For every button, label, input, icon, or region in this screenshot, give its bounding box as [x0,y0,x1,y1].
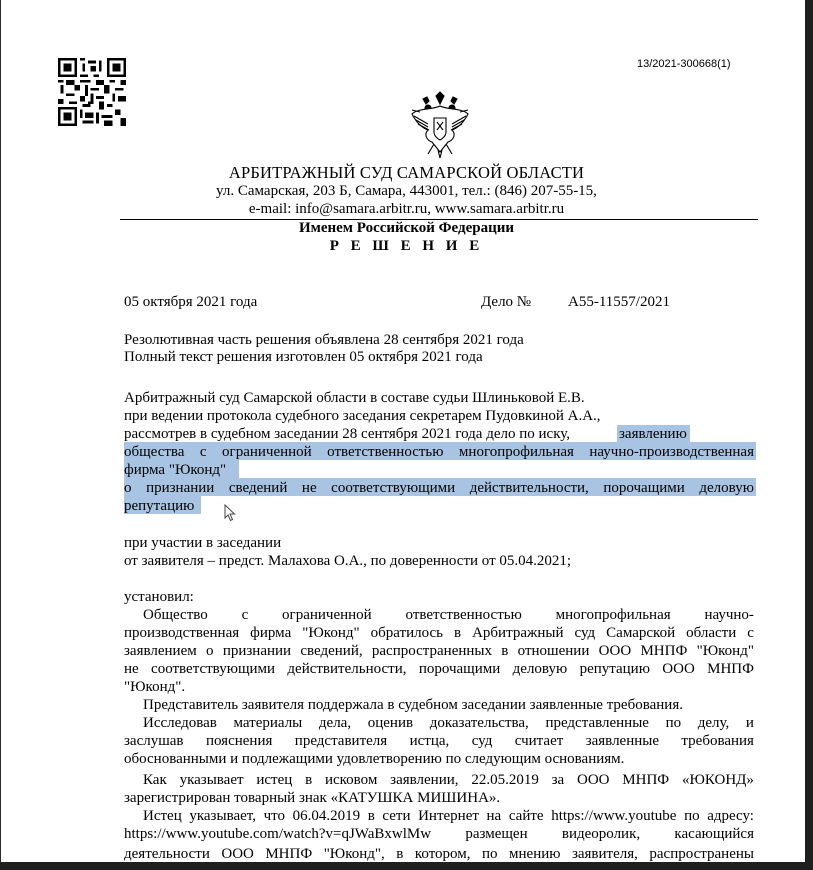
justified-words [124,443,754,461]
word: Как [143,772,167,788]
word: https://www.youtube [551,808,677,824]
word: «ЮКОНД» [681,772,754,788]
word: Истец [143,808,182,824]
body-line [124,624,754,642]
word: Арбитражный [472,625,564,641]
word: дела, [318,715,352,731]
russian-coat-of-arms-icon [408,90,472,160]
word: ограниченной [282,607,372,623]
word: доказательства, [429,715,529,731]
word: указывает, [189,808,256,824]
word: пояснения [205,733,273,749]
word: признании [222,643,292,659]
intro-line-selected[interactable]: фирма "Юконд" [124,462,227,478]
word: адресу: [707,808,754,824]
justified-words [124,825,754,843]
word: суд [574,625,596,641]
justified-words [143,606,754,624]
word: Исследовав [143,715,217,731]
intro-line[interactable]: при ведении протокола судебного заседания секретарем Пудовкиной А.А., [124,408,601,424]
court-address: ул. Самарская, 203 Б, Самара, 443001, тел.: (846) 207-55-15, [216,183,597,199]
word: производственная [124,625,240,641]
word: касающийся [674,826,754,842]
word: мнению [509,846,561,862]
word: "Юконд" [696,643,754,659]
body-line [124,660,754,678]
word: за [551,772,565,788]
intro-line-selected[interactable] [124,479,754,497]
word: Интернет [418,808,479,824]
word: распространены [649,846,754,862]
word: размещен [465,826,528,842]
word: 22.05.2019 [471,772,539,788]
word: представленные [545,715,649,731]
word: Общество [143,607,208,623]
word: делу, [697,715,730,731]
word: заявлением [124,643,197,659]
word: указывает [179,772,244,788]
word: по [665,715,682,731]
word: "Юконд" [302,625,360,641]
word: сети [382,808,411,824]
word: что [263,808,285,824]
word: заслушав [124,733,184,749]
word: ООО [577,772,610,788]
word: обратилось [370,625,443,641]
intro-line[interactable]: Арбитражный суд Самарской области в составе судьи Шлиньковой Е.В. [124,390,585,406]
body-line [143,714,754,732]
body-line: "Юконд". [124,679,186,695]
word: общества [124,444,185,460]
word: материалы [233,715,303,731]
resolution-line: Резолютивная часть решения объявлена 28 сентября 2021 года [124,332,524,348]
word: ООО [221,846,254,862]
word: заявителя, [571,846,638,862]
word: и [745,715,754,731]
word: деловую [512,661,568,677]
word: не [301,480,317,496]
word: в [501,643,509,659]
justified-words [124,660,754,678]
decision-date: 05 октября 2021 года [124,294,258,310]
word: области [686,625,737,641]
word: порочащими [603,480,685,496]
word: о [124,480,132,496]
word: действительности, [469,480,589,496]
word: МНПФ [640,643,688,659]
word: порочащими [418,661,501,677]
word: ответственностью [405,607,522,623]
word: истца, [409,733,450,749]
intro-line-selected[interactable] [124,443,754,461]
word: https://www.youtube.com/watch?v=qJWaBxwlMw [124,826,432,842]
word: заявленные [585,733,660,749]
word: по [684,808,700,824]
word: деятельности [124,846,210,862]
body-line [124,642,754,660]
case-label: Дело № [481,294,532,310]
body-line [124,845,754,863]
justified-words [124,479,754,497]
case-number: А55-11557/2021 [568,294,670,310]
word: деловую [699,480,754,496]
word: сведений [228,480,288,496]
court-contacts: e-mail: info@samara.arbitr.ru, www.samara.arbitr.ru [248,201,565,217]
decision-heading: Р Е Ш Е Н И Е [329,238,484,254]
word: заявлении, [390,772,459,788]
viewer-bottom-border [0,862,813,870]
word: суд [471,733,493,749]
word: ответственностью [327,444,444,460]
word: истец [256,772,293,788]
word: требования [681,733,754,749]
justified-words [124,624,754,642]
justified-words [124,845,754,863]
word: ограниченной [222,444,312,460]
word: оценив [367,715,414,731]
intro-line-selected[interactable]: заявлению [619,426,687,442]
word: в [305,772,313,788]
justified-words [143,807,754,825]
body-line [143,807,754,825]
justified-words [124,732,754,750]
intro-line-selected[interactable]: репутацию [124,498,195,514]
word: видеоролик, [561,826,641,842]
mouse-cursor-icon [224,504,236,522]
word: распространенных [371,643,492,659]
body-line: обоснованными и подлежащими удовлетворению по следующим основаниям. [124,751,625,767]
word: признании [146,480,215,496]
in-name-heading: Именем Российской Федерации [298,220,515,236]
word: многопрофильная [458,444,574,460]
word: фирма [250,625,292,641]
established-label: установил: [124,589,194,605]
body-line [143,606,754,624]
body-line [124,732,754,750]
body-line: зарегистрирован товарный знак «КАТУШКА МИШИНА». [124,790,501,806]
word: сайте [508,808,544,824]
word: в [396,846,404,862]
word: по [482,846,498,862]
word: действительности, [287,661,407,677]
body-line: Представитель заявителя поддержала в судебном заседании заявленные требования. [143,697,683,713]
word: ООО [662,661,695,677]
word: отношении [517,643,590,659]
word: "Юконд", [323,846,385,862]
word: сведений, [300,643,363,659]
word: не [124,661,139,677]
word: научно- [704,607,754,623]
intro-line[interactable]: рассмотрев в судебном заседании 28 сентября 2021 года дело по иску, [124,426,571,442]
word: котором, [414,846,471,862]
body-line [124,825,754,843]
court-name: АРБИТРАЖНЫЙ СУД САМАРСКОЙ ОБЛАСТИ [228,163,585,182]
word: в [367,808,375,824]
word: Самарской [606,625,676,641]
qr-code-icon [58,58,126,126]
document-number: 13/2021-300668(1) [637,58,731,70]
word: МНПФ [265,846,313,862]
word: ООО [598,643,632,659]
page-left-edge [0,0,1,870]
participation-line: от заявителя – предст. Малахова О.А., по доверенности от 05.04.2021; [124,553,572,569]
word: 06.04.2019 [292,808,361,824]
word: МНПФ [622,772,670,788]
word: представителя [294,733,388,749]
viewer-right-border [805,0,813,870]
word: МНПФ [707,661,754,677]
word: научно-производственная [589,444,754,460]
word: на [486,808,502,824]
word: с [747,625,754,641]
word: в [453,625,462,641]
word: репутацию [579,661,650,677]
word: с [241,607,249,623]
word: многопрофильная [555,607,671,623]
word: соответствующими [331,480,456,496]
word: считает [514,733,564,749]
body-line [143,771,754,789]
fulltext-line: Полный текст решения изготовлен 05 октября 2021 года [124,349,483,365]
participation-line: при участии в заседании [124,535,282,551]
justified-words [143,771,754,789]
word: соответствующими [151,661,276,677]
word: исковом [324,772,378,788]
justified-words [143,714,754,732]
word: о [206,643,214,659]
justified-words [124,642,754,660]
word: с [199,444,207,460]
